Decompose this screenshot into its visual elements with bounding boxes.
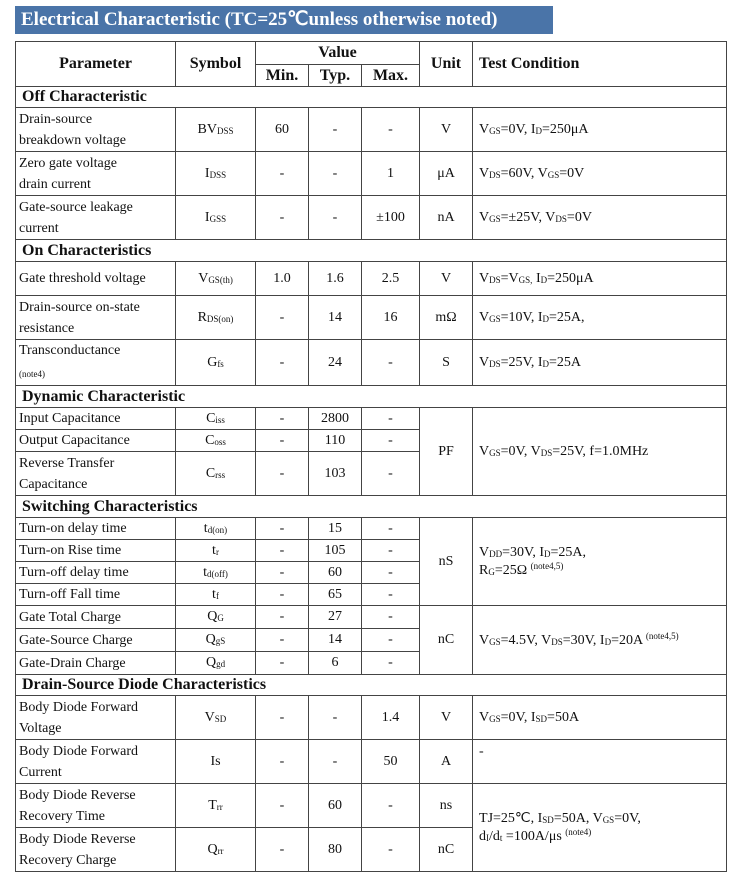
table-row bbox=[16, 696, 727, 740]
min-cell: - bbox=[256, 629, 309, 652]
max-cell: 1.4 bbox=[362, 696, 420, 740]
max-cell: - bbox=[362, 606, 420, 629]
section-row bbox=[16, 240, 727, 262]
min-cell: - bbox=[256, 606, 309, 629]
section-row bbox=[16, 496, 727, 518]
typ-cell: 1.6 bbox=[309, 262, 362, 296]
param-cell: Gate Total Charge bbox=[16, 606, 176, 629]
min-cell: - bbox=[256, 452, 309, 496]
max-cell: 1 bbox=[362, 152, 420, 196]
max-cell: 50 bbox=[362, 740, 420, 784]
min-cell: - bbox=[256, 518, 309, 540]
symbol-cell: tr bbox=[176, 540, 256, 562]
section-diode: Drain-Source Diode Characteristics bbox=[16, 675, 727, 696]
unit-cell: V bbox=[420, 108, 473, 152]
min-cell: - bbox=[256, 540, 309, 562]
symbol-cell: RDS(on) bbox=[176, 296, 256, 340]
param-cell: Input Capacitance bbox=[16, 408, 176, 430]
header-unit: Unit bbox=[420, 42, 473, 87]
table-row bbox=[16, 740, 727, 784]
min-cell: - bbox=[256, 408, 309, 430]
unit-cell: A bbox=[420, 740, 473, 784]
symbol-cell: QG bbox=[176, 606, 256, 629]
max-cell: - bbox=[362, 108, 420, 152]
header-parameter: Parameter bbox=[16, 42, 176, 87]
section-dynamic: Dynamic Characteristic bbox=[16, 386, 727, 408]
symbol-cell: QgS bbox=[176, 629, 256, 652]
min-cell: - bbox=[256, 740, 309, 784]
param-cell: Zero gate voltage drain current bbox=[16, 152, 176, 196]
typ-cell: 2800 bbox=[309, 408, 362, 430]
min-cell: - bbox=[256, 340, 309, 386]
table-row bbox=[16, 296, 727, 340]
table-row bbox=[16, 340, 727, 386]
min-cell: - bbox=[256, 296, 309, 340]
unit-cell: nS bbox=[420, 518, 473, 606]
min-cell: 1.0 bbox=[256, 262, 309, 296]
param-cell: Drain-source breakdown voltage bbox=[16, 108, 176, 152]
table-row bbox=[16, 108, 727, 152]
typ-cell: 60 bbox=[309, 784, 362, 828]
typ-cell: 15 bbox=[309, 518, 362, 540]
typ-cell: - bbox=[309, 196, 362, 240]
test-cell: VDS=25V, ID=25A bbox=[473, 340, 727, 386]
typ-cell: - bbox=[309, 740, 362, 784]
electrical-characteristics-table bbox=[15, 41, 727, 872]
max-cell: ±100 bbox=[362, 196, 420, 240]
param-cell: Gate-Source Charge bbox=[16, 629, 176, 652]
typ-cell: 80 bbox=[309, 828, 362, 872]
typ-cell: 24 bbox=[309, 340, 362, 386]
test-cell: VGS=0V, ID=250μA bbox=[473, 108, 727, 152]
max-cell: - bbox=[362, 408, 420, 430]
symbol-cell: Crss bbox=[176, 452, 256, 496]
test-cell: VDS=60V, VGS=0V bbox=[473, 152, 727, 196]
param-cell: Body Diode Forward Current bbox=[16, 740, 176, 784]
unit-cell: ns bbox=[420, 784, 473, 828]
symbol-cell: IGSS bbox=[176, 196, 256, 240]
min-cell: - bbox=[256, 784, 309, 828]
param-cell: Gate-Drain Charge bbox=[16, 652, 176, 675]
max-cell: - bbox=[362, 540, 420, 562]
typ-cell: 103 bbox=[309, 452, 362, 496]
table-row bbox=[16, 606, 727, 629]
unit-cell: V bbox=[420, 696, 473, 740]
min-cell: - bbox=[256, 196, 309, 240]
min-cell: - bbox=[256, 652, 309, 675]
max-cell: - bbox=[362, 430, 420, 452]
param-cell: Turn-on delay time bbox=[16, 518, 176, 540]
max-cell: 2.5 bbox=[362, 262, 420, 296]
unit-cell: V bbox=[420, 262, 473, 296]
max-cell: - bbox=[362, 518, 420, 540]
unit-cell: nC bbox=[420, 828, 473, 872]
test-cell: - bbox=[473, 740, 727, 784]
max-cell: - bbox=[362, 562, 420, 584]
symbol-cell: IDSS bbox=[176, 152, 256, 196]
symbol-cell: BVDSS bbox=[176, 108, 256, 152]
min-cell: - bbox=[256, 828, 309, 872]
test-cell: VDS=VGS, ID=250μA bbox=[473, 262, 727, 296]
min-cell: - bbox=[256, 562, 309, 584]
typ-cell: 14 bbox=[309, 629, 362, 652]
section-on: On Characteristics bbox=[16, 240, 727, 262]
max-cell: - bbox=[362, 584, 420, 606]
symbol-cell: Ciss bbox=[176, 408, 256, 430]
max-cell: - bbox=[362, 828, 420, 872]
typ-cell: 110 bbox=[309, 430, 362, 452]
param-cell: Body Diode Reverse Recovery Time bbox=[16, 784, 176, 828]
param-cell: Drain-source on-state resistance bbox=[16, 296, 176, 340]
max-cell: - bbox=[362, 784, 420, 828]
symbol-cell: Coss bbox=[176, 430, 256, 452]
param-cell: Gate-source leakage current bbox=[16, 196, 176, 240]
max-cell: - bbox=[362, 340, 420, 386]
header-test-condition: Test Condition bbox=[473, 42, 727, 87]
table-row bbox=[16, 152, 727, 196]
min-cell: - bbox=[256, 584, 309, 606]
typ-cell: - bbox=[309, 696, 362, 740]
test-cell: VGS=10V, ID=25A, bbox=[473, 296, 727, 340]
min-cell: - bbox=[256, 696, 309, 740]
header-max: Max. bbox=[362, 65, 420, 87]
typ-cell: 60 bbox=[309, 562, 362, 584]
param-cell: Body Diode Forward Voltage bbox=[16, 696, 176, 740]
symbol-cell: tf bbox=[176, 584, 256, 606]
test-cell: VGS=±25V, VDS=0V bbox=[473, 196, 727, 240]
table-row bbox=[16, 262, 727, 296]
header-symbol: Symbol bbox=[176, 42, 256, 87]
section-off: Off Characteristic bbox=[16, 87, 727, 108]
param-cell: Output Capacitance bbox=[16, 430, 176, 452]
unit-cell: PF bbox=[420, 408, 473, 496]
unit-cell: μA bbox=[420, 152, 473, 196]
section-row bbox=[16, 386, 727, 408]
min-cell: - bbox=[256, 152, 309, 196]
min-cell: - bbox=[256, 430, 309, 452]
param-cell: Body Diode Reverse Recovery Charge bbox=[16, 828, 176, 872]
table-row bbox=[16, 784, 727, 828]
param-cell: Turn-off delay time bbox=[16, 562, 176, 584]
typ-cell: 6 bbox=[309, 652, 362, 675]
section-switching: Switching Characteristics bbox=[16, 496, 727, 518]
max-cell: - bbox=[362, 652, 420, 675]
symbol-cell: td(on) bbox=[176, 518, 256, 540]
min-cell: 60 bbox=[256, 108, 309, 152]
max-cell: - bbox=[362, 629, 420, 652]
header-value: Value bbox=[256, 42, 420, 65]
symbol-cell: Gfs bbox=[176, 340, 256, 386]
unit-cell: nC bbox=[420, 606, 473, 675]
param-cell: Turn-on Rise time bbox=[16, 540, 176, 562]
typ-cell: 14 bbox=[309, 296, 362, 340]
table-row bbox=[16, 408, 727, 430]
param-cell: Gate threshold voltage bbox=[16, 262, 176, 296]
symbol-cell: Is bbox=[176, 740, 256, 784]
test-cell: VGS=0V, VDS=25V, f=1.0MHz bbox=[473, 408, 727, 496]
symbol-cell: Qrr bbox=[176, 828, 256, 872]
section-row bbox=[16, 675, 727, 696]
typ-cell: 65 bbox=[309, 584, 362, 606]
param-cell: Reverse Transfer Capacitance bbox=[16, 452, 176, 496]
max-cell: - bbox=[362, 452, 420, 496]
typ-cell: - bbox=[309, 108, 362, 152]
typ-cell: - bbox=[309, 152, 362, 196]
test-cell: VGS=4.5V, VDS=30V, ID=20A $^{(note4,5)}$ bbox=[473, 606, 727, 675]
symbol-cell: Qgd bbox=[176, 652, 256, 675]
header-typ: Typ. bbox=[309, 65, 362, 87]
section-row bbox=[16, 87, 727, 108]
symbol-cell: VSD bbox=[176, 696, 256, 740]
unit-cell: nA bbox=[420, 196, 473, 240]
symbol-cell: Trr bbox=[176, 784, 256, 828]
test-cell: VDD=30V, ID=25A, RG=25Ω $^{(note4,5)}$ bbox=[473, 518, 727, 606]
table-row bbox=[16, 196, 727, 240]
param-cell: Turn-off Fall time bbox=[16, 584, 176, 606]
test-cell: VGS=0V, ISD=50A bbox=[473, 696, 727, 740]
table-row bbox=[16, 518, 727, 540]
symbol-cell: VGS(th) bbox=[176, 262, 256, 296]
section-title: Electrical Characteristic (TC=25℃unless otherwise noted) bbox=[15, 6, 553, 34]
test-cell: TJ=25℃, ISD=50A, VGS=0V, dI/dt =100A/μs $^{(note4)}$ bbox=[473, 784, 727, 872]
symbol-cell: td(off) bbox=[176, 562, 256, 584]
typ-cell: 27 bbox=[309, 606, 362, 629]
unit-cell: mΩ bbox=[420, 296, 473, 340]
header-row bbox=[16, 42, 727, 65]
unit-cell: S bbox=[420, 340, 473, 386]
max-cell: 16 bbox=[362, 296, 420, 340]
param-cell: Transconductance (note4) bbox=[16, 340, 176, 386]
typ-cell: 105 bbox=[309, 540, 362, 562]
header-min: Min. bbox=[256, 65, 309, 87]
